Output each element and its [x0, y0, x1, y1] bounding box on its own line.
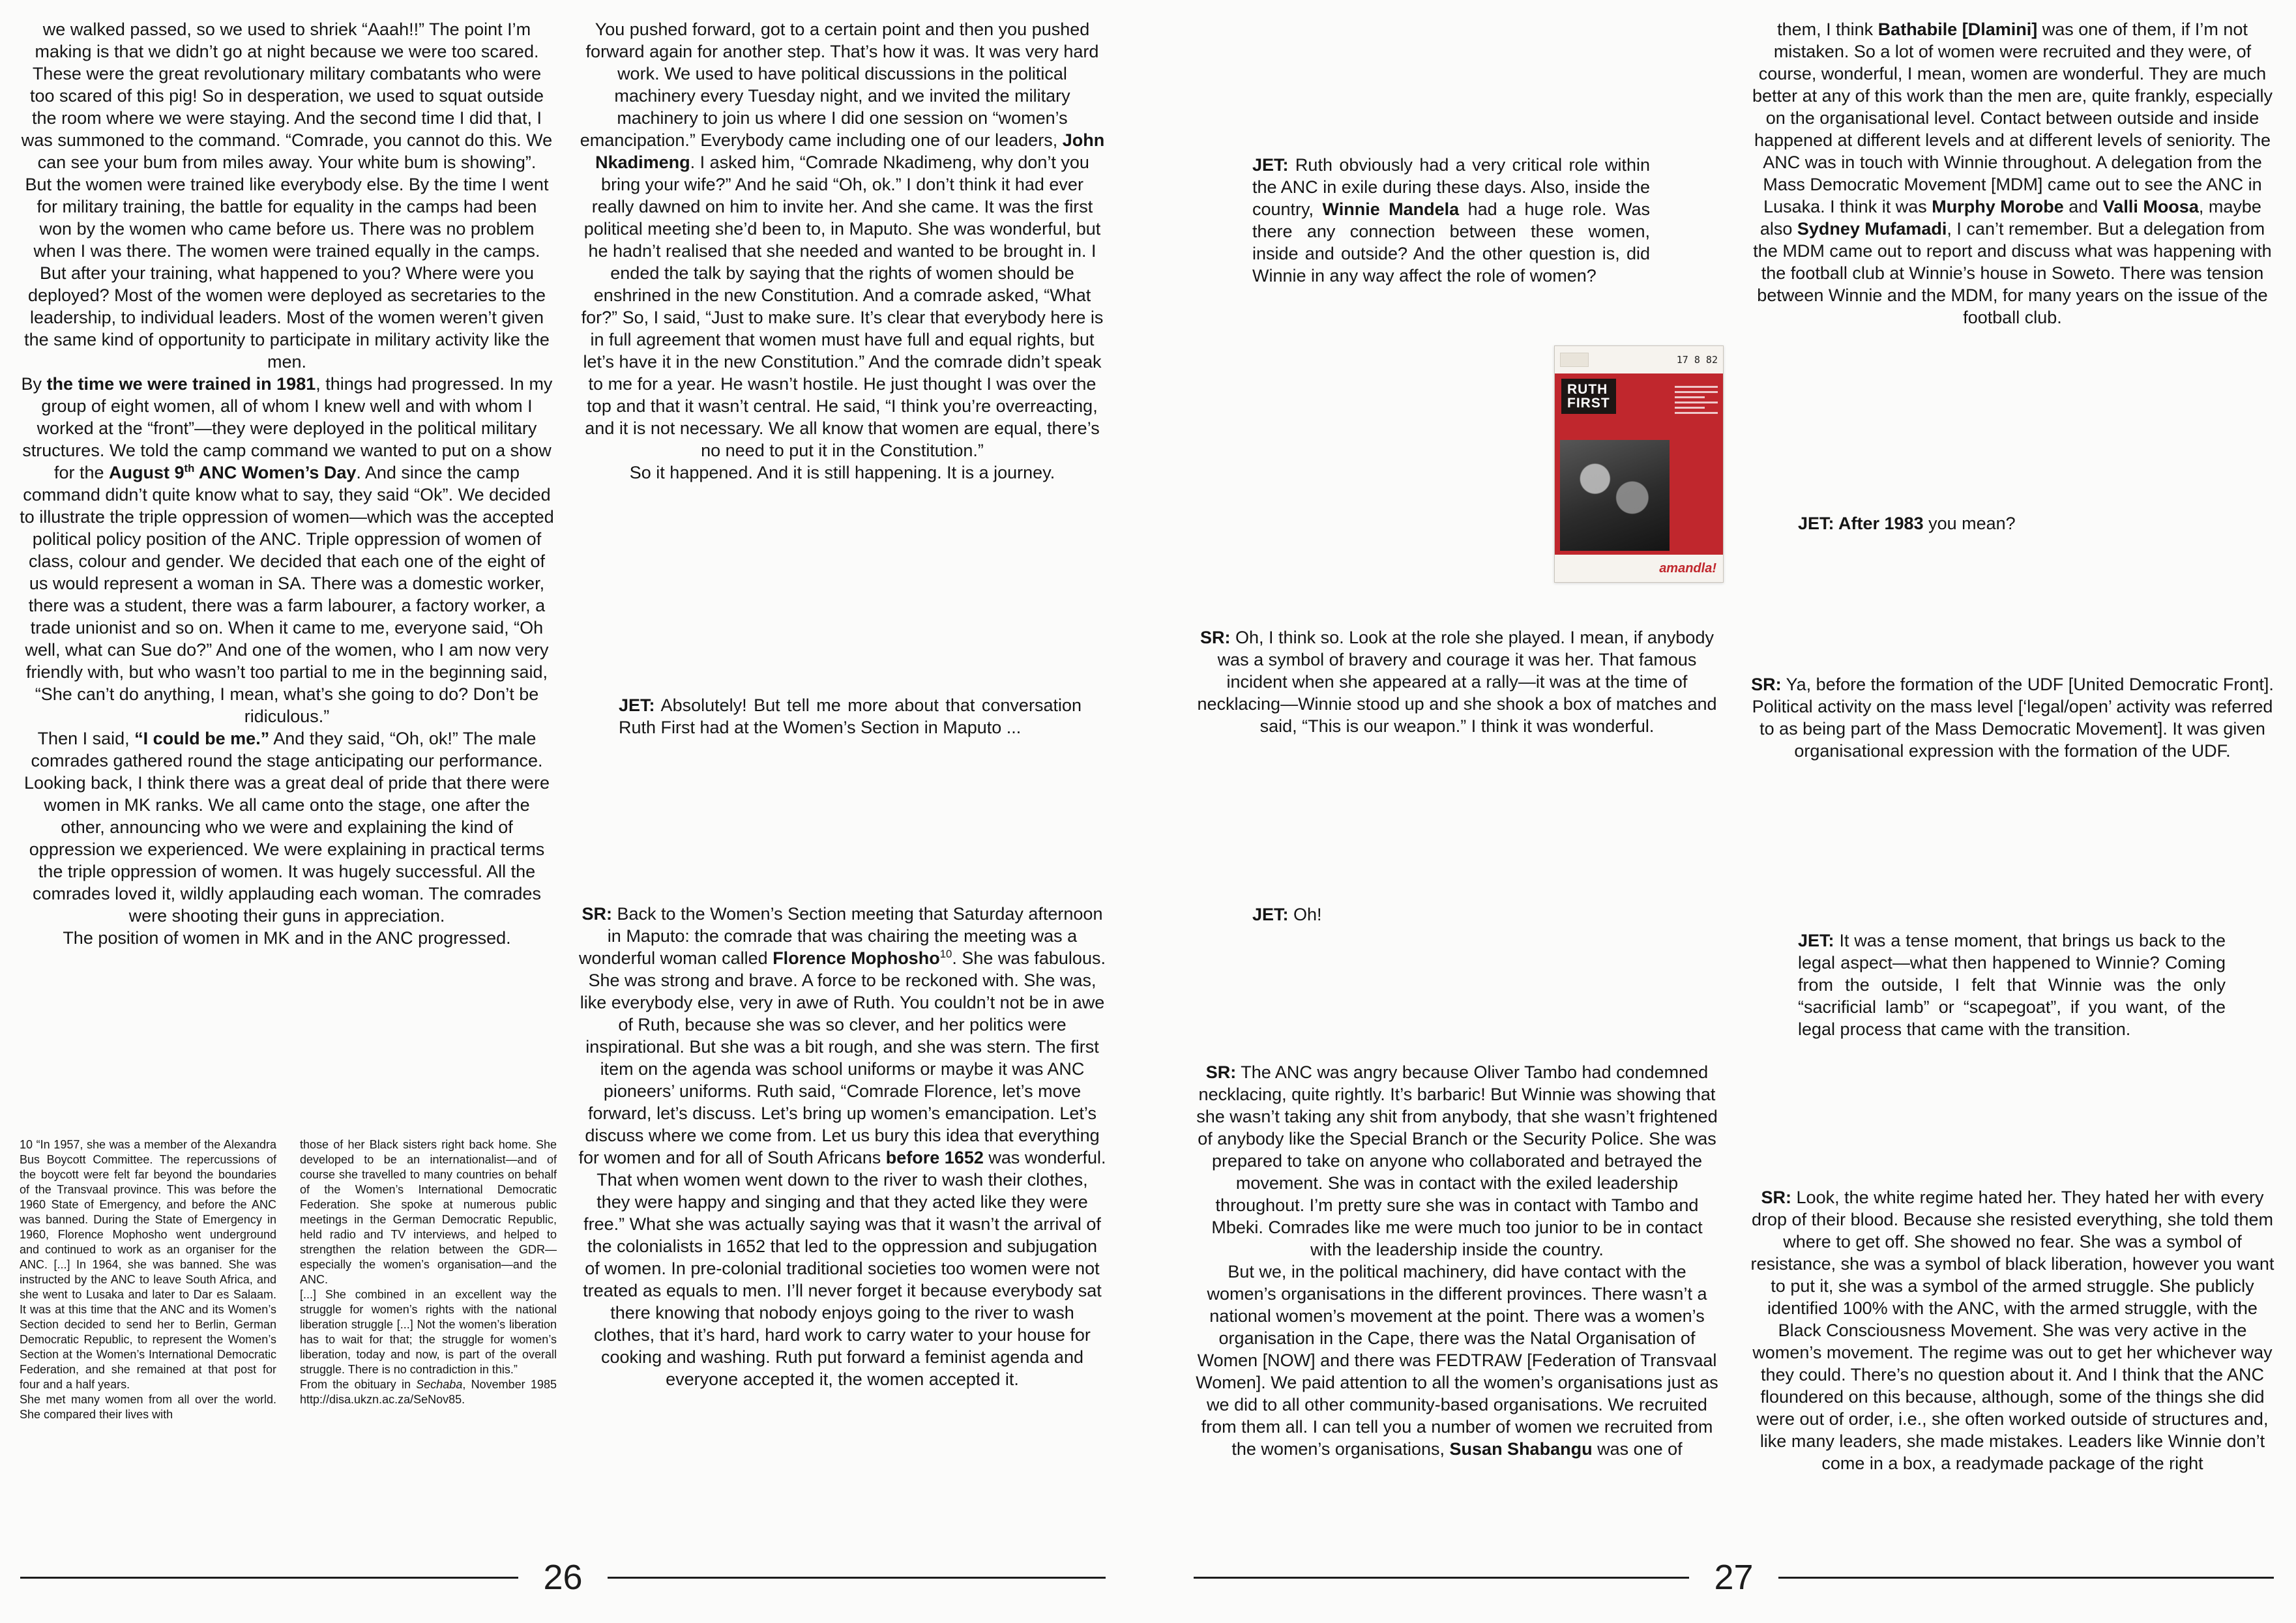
- poster-fine-print: [1675, 383, 1718, 417]
- text-run: Oh!: [1288, 905, 1322, 924]
- text-run: JET: After 1983: [1798, 514, 1924, 533]
- text-run: th: [184, 462, 195, 475]
- footer-rule: [20, 1577, 518, 1579]
- interview-answer: [578, 903, 1111, 1390]
- text-run: SR:: [1761, 1188, 1792, 1207]
- text-run: Susan Shabangu: [1449, 1439, 1593, 1459]
- footnote-paragraph: [20, 1392, 280, 1422]
- text-run: She met many women from all over the world. She compared their lives with: [20, 1393, 280, 1421]
- page26-footer: [20, 1558, 1106, 1597]
- text-run: By: [21, 374, 47, 394]
- text-run: August 9: [109, 463, 184, 482]
- body-paragraph: [20, 927, 554, 949]
- text-run: Then I said,: [37, 729, 135, 748]
- text-run: them, I think: [1777, 20, 1878, 39]
- poster-date: 17 8 82: [1676, 354, 1718, 366]
- poster-header: [1555, 346, 1723, 373]
- text-run: JET:: [619, 695, 655, 715]
- text-run: , things had progressed. In my group of eight women, all of whom I knew well and with whom I worked at the “front”—they were deployed in the political military structures. We told the camp command we wanted to put on a show for the: [22, 374, 557, 482]
- text-run: The ANC was angry because Oliver Tambo had condemned necklacing, quite rightly. It’s barbaric! But Winnie was showing that she wasn’t taking any shit from anybody, that she wasn’t frightened of anybody like the Special Branch or the Security Police. She was prepared to take on anyone who collaborated and betrayed the movement. She was in contact with the exiled leadership throughout. I’m pretty sure she was in contact with Tambo and Mbeki. Comrades like me were much too junior to be in contact with the leadership inside the country.: [1196, 1062, 1723, 1259]
- footer-rule: [608, 1577, 1106, 1579]
- page27-footer: [1194, 1558, 2274, 1597]
- text-run: , maybe also: [1759, 197, 2267, 239]
- footnote-paragraph: [300, 1137, 561, 1287]
- body-paragraph: [1194, 1261, 1724, 1460]
- interview-question: [1798, 929, 2231, 1040]
- text-run: SR:: [581, 904, 613, 924]
- text-run: Back to the Women’s Section meeting that Saturday afternoon in Maputo: the comrade that was chairing the meeting was a wonderful woman called: [579, 904, 1108, 968]
- interview-question: [1798, 512, 2228, 534]
- footnote-paragraph: [300, 1287, 561, 1377]
- text-run: [...] She combined in an excellent way the struggle for women’s rights with the national liberation struggle [...] Not the women’s liberation has to wait for that; the struggle for women’s liberation, today and now, is part of the overall struggle. There is no contradiction in this.”: [300, 1288, 561, 1376]
- body-paragraph: [20, 173, 554, 373]
- interview-question: [1252, 154, 1655, 287]
- interview-answer: [1194, 1061, 1723, 1261]
- text-run: Florence Mophosho: [773, 948, 940, 968]
- text-run: and: [2063, 197, 2103, 216]
- interview-answer: [1750, 1186, 2279, 1474]
- footer-rule: [1194, 1577, 1689, 1579]
- text-run: Ruth obviously had a very critical role within the ANC in exile during these days. Also, inside the country,: [1252, 155, 1655, 219]
- text-run: Winnie Mandela: [1322, 199, 1460, 219]
- poster-fine-print-line: [1675, 391, 1718, 393]
- text-run: The position of women in MK and in the ANC progressed.: [63, 928, 511, 948]
- page26-column-1: [20, 18, 559, 949]
- body-paragraph: [20, 373, 559, 727]
- poster-fine-print-line: [1675, 412, 1718, 414]
- page-number-26: 26: [543, 1558, 583, 1597]
- text-run: . And since the camp command didn’t quite know what to say, they said “Ok”. We decided to illustrate the triple oppression of women—which was the accepted political policy position of the ANC. Triple oppression of women of class, colour and gender. We decided that each one of the eight of us would represent a woman in SA. There was a domestic worker, there was a student, there was a farm labourer, a factory worker, a trade unionist and so on. When it came to me, everyone said, “Oh well, what can Sue do?” And one of the women, who I am now very friendly with, but who wasn’t too partial to me in the beginning said, “She can’t do anything, I mean, what’s she going to do? Don’t be ridiculous.”: [20, 463, 559, 726]
- text-run: before 1652: [885, 1148, 984, 1167]
- poster-fine-print-line: [1675, 402, 1718, 403]
- poster-caption: amandla!: [1659, 561, 1716, 576]
- text-run: 10: [939, 948, 952, 960]
- page27-column-1-lower: [1194, 1061, 1724, 1460]
- poster-title-line2: FIRST: [1567, 396, 1610, 411]
- text-run: Sechaba: [416, 1378, 463, 1391]
- ruth-first-poster: [1554, 345, 1724, 583]
- text-run: the time we were trained in 1981: [46, 374, 316, 394]
- text-run: Ya, before the formation of the UDF [United Democratic Front]. Political activity on the mass level [‘legal/open’ activity was referred to as being part of the Mass Democratic Movement]. It was given organisational expression with the formation of the UDF.: [1752, 675, 2279, 761]
- text-run: , November 1985 http://disa.ukzn.ac.za/SeNov85.: [300, 1378, 561, 1406]
- body-paragraph: [578, 18, 1110, 461]
- poster-artwork: [1555, 373, 1723, 555]
- poster-title-line1: RUTH: [1567, 382, 1608, 397]
- text-run: . She was fabulous. She was strong and brave. A force to be reckoned with. She was, like everybody else, very in awe of Ruth. You couldn’t not be in awe of Ruth, because she was so clever, and her politics were inspirational. But she was a bit rough, and she was stern. The first item on the agenda was school uniforms or maybe it was ANC pioneers’ uniforms. Ruth said, “Comrade Florence, let’s move forward, let’s discuss. Let’s bring up women’s emancipation. Let’s discuss where we come from. Let us bury this idea that everything for women and for all of South Africans: [578, 948, 1111, 1167]
- text-run: ANC Women’s Day: [194, 463, 357, 482]
- poster-stamp: [1560, 353, 1589, 367]
- text-run: JET:: [1798, 931, 1834, 950]
- page-number-27: 27: [1714, 1558, 1754, 1597]
- text-run: SR:: [1751, 675, 1782, 694]
- footnote-paragraph: [20, 1137, 280, 1392]
- footnote-citation: [300, 1377, 561, 1407]
- text-run: So it happened. And it is still happening. It is a journey.: [629, 463, 1055, 482]
- poster-fine-print-line: [1675, 396, 1705, 398]
- text-run: Valli Moosa: [2102, 197, 2199, 216]
- footnote-column-left: [20, 1137, 280, 1422]
- text-run: , I can’t remember. But a delegation from the MDM came out to report and discuss what was happening with the football club at Winnie’s house in Soweto. There was tension between Winnie and the MDM, for many years on the issue of the football club.: [1753, 219, 2277, 327]
- text-run: had a huge role. Was there any connection between these women, inside and outside? And the other question is, did Winnie in any way affect the role of women?: [1252, 199, 1655, 285]
- text-run: you mean?: [1923, 514, 2016, 533]
- interview-answer: [1194, 626, 1720, 737]
- interview-question: [1252, 903, 1650, 926]
- body-paragraph: [578, 461, 1106, 484]
- page26-column-2: [578, 18, 1110, 484]
- body-paragraph: [20, 18, 557, 173]
- text-run: Absolutely! But tell me more about that conversation Ruth First had at the Women’s Section in Maputo ...: [619, 695, 1087, 737]
- text-run: those of her Black sisters right back home. She developed to be an internationalist—and of course she travelled to many countries on behalf of the Women’s International Democratic Federation. She spoke at numerous public meetings in the German Democratic Republic, held radio and TV interviews, and helped to strengthen the relation between the GDR—especially the women’s organisation—and the ANC.: [300, 1138, 561, 1286]
- poster-fine-print-line: [1675, 407, 1705, 409]
- text-run: Murphy Morobe: [1932, 197, 2064, 216]
- footnote-section: [20, 1137, 561, 1422]
- body-paragraph: [1750, 18, 2278, 329]
- text-run: And they said, “Oh, ok!” The male comrades gathered round the stage anticipating our performance. Looking back, I think there was a great deal of pride that there were women in MK ranks. We all came onto the stage, one after the other, announcing who we were and explaining the kind of oppression we experienced. We were explaining in practical terms the triple oppression of women. It was hugely successful. All the comrades loved it, wildly applauding each woman. The comrades were shooting their guns in appreciation.: [24, 729, 555, 926]
- text-run: But the women were trained like everybody else. By the time I went for military training, the battle for equality in the camps had been won by the women who came before us. There was no problem when I was there. The women were trained equally in the camps. But after your training, what happened to you? Where were you deployed? Most of the women were deployed as secretaries to the leadership, to individual leaders. Most of the women weren’t given the same kind of opportunity to participate in military activity like the men.: [24, 175, 555, 372]
- text-run: SR:: [1205, 1062, 1237, 1082]
- poster-photo: [1560, 440, 1670, 551]
- text-run: . I asked him, “Comrade Nkadimeng, why don’t you bring your wife?” And he said “Oh, ok.” I don’t think it had ever really dawned on him to invite her. And she came. It was the first political meeting she’d been to, in Maputo. She was wonderful, but he hadn’t realised that she needed and wanted to be brought in. I ended the talk by saying that the rights of women should be enshrined in the new Constitution. And a comrade asked, “What for?” So, I said, “Just to make sure. It’s clear that everybody here is in full agreement that women must have full and equal rights, but let’s have it in the new Constitution.” And the comrade didn’t speak to me for a year. He wasn’t hostile. He just thought I was over the top and that it wasn’t central. He said, “I think you’re overreacting, and it is not necessary. We all know that women are equal, there’s no need to put it in the Constitution.”: [581, 153, 1108, 460]
- poster-title: [1561, 379, 1616, 414]
- text-run: But we, in the political machinery, did have contact with the women’s organisations in the different provinces. There wasn’t a national women’s movement at the point. There was a women’s organisation in the Cape, there was the Natal Organisation of Women [NOW] and there was FEDTRAW [Federation of Transvaal Women]. We paid attention to all the women’s organisations just as we did to all other community-based organisations. We recruited from them all. I can tell you a number of women we recruited from the women’s organisations,: [1196, 1262, 1724, 1459]
- text-run: It was a tense moment, that brings us back to the legal aspect—what then happened to Winnie? Coming from the outside, I felt that Winnie was the only “sacrificial lamb” or “scapegoat”, if you want, of the legal process that came with the transition.: [1798, 931, 2231, 1039]
- footer-rule: [1778, 1577, 2274, 1579]
- text-run: “I could be me.”: [134, 729, 270, 748]
- text-run: JET:: [1252, 905, 1289, 924]
- text-run: was one of: [1592, 1439, 1683, 1459]
- text-run: Bathabile [Dlamini]: [1877, 20, 2038, 39]
- text-run: we walked passed, so we used to shriek “Aaah!!” The point I’m making is that we didn’t go at night because we were too scared. These were the great revolutionary military combatants who were too scared of this pig! So in desperation, we used to squat outside the room where we were staying. And the second time I did that, I was summoned to the command. “Comrade, you cannot do this. We can see your bum from miles away. Your white bum is showing”.: [21, 20, 557, 172]
- body-paragraph: [20, 727, 554, 927]
- interview-question: [619, 694, 1087, 738]
- interview-answer: [1750, 673, 2279, 762]
- text-run: From the obituary in: [300, 1378, 417, 1391]
- text-run: was one of them, if I’m not mistaken. So a lot of women were recruited and they were, of course, wonderful, I mean, women are wonderful. They are much better at any of this work than the men are, quite frankly, especially on the organisational level. Contact between outside and inside happened at different levels and at different levels of seniority. The ANC was in touch with Winnie throughout. A delegation from the Mass Democratic Movement [MDM] came out to see the ANC in Lusaka. I think it was: [1752, 20, 2278, 216]
- footnote-column-right: [300, 1137, 561, 1422]
- poster-fine-print-line: [1675, 386, 1718, 388]
- text-run: SR:: [1200, 628, 1231, 647]
- text-run: John Nkadimeng: [595, 130, 1110, 172]
- text-run: You pushed forward, got to a certain point and then you pushed forward again for another step. That’s how it was. It was very hard work. We used to have political discussions in the political machinery every Tuesday night, and we invited the military machinery to join us where I did one session on “women’s emancipation.” Everybody came including one of our leaders,: [580, 20, 1104, 150]
- text-run: was wonderful. That when women went down to the river to wash their clothes, they were happy and singing and that they acted like they were free.” What she was actually saying was that it wasn’t the arrival of the colonialists in 1652 that led to the oppression and subjugation of women. In pre-colonial traditional societies too women were not treated as equals to men. I’ll never forget it because everybody sat there knowing that nobody enjoys going to the river to wash clothes, that it’s hard, hard work to carry water to your house for cooking and washing. Ruth put forward a feminist agenda and everyone accepted it, the women accepted it.: [583, 1148, 1111, 1389]
- poster-footer: [1555, 555, 1723, 582]
- text-run: JET:: [1252, 155, 1289, 175]
- text-run: Sydney Mufamadi: [1797, 219, 1947, 239]
- text-run: Look, the white regime hated her. They hated her with every drop of their blood. Because she resisted everything, she told them where to get off. She showed no fear. She was a symbol of resistance, she was a symbol of black liberation, however you want to put it, she was a symbol of the armed struggle. She publicly identified 100% with the ANC, with the armed struggle, with the Black Consciousness Movement. She was very active in the women’s movement. The regime was out to get her whichever way they could. There’s no question about it. And I think that the ANC floundered on this because, although, some of the things she did were out of order, i.e., she often worked outside of structures and, like many leaders, she made mistakes. Leaders like Winnie don’t come in a box, a readymade package of the right: [1750, 1188, 2279, 1473]
- text-run: 10 “In 1957, she was a member of the Alexandra Bus Boycott Committee. The repercussions of the boycott were felt far beyond the boundaries of the Transvaal province. This was before the 1960 State of Emergency, and before the ANC was banned. During the State of Emergency in 1960, Florence Mophosho went underground and continued to work as an organiser for the ANC. [...] In 1964, she was banned. She was instructed by the ANC to leave South Africa, and she went to Lusaka and later to Dar es Salaam. It was at this time that the ANC and its Women’s Section decided to send her to Berlin, German Democratic Republic, to represent the Women’s Section at the Women’s International Democratic Federation, and she remained at that post for four and a half years.: [20, 1138, 280, 1391]
- text-run: Oh, I think so. Look at the role she played. I mean, if anybody was a symbol of bravery and courage it was her. That famous incident when she appeared at a rally—it was at the time of necklacing—Winnie stood up and she shook a box of matches and said, “This is our weapon.” I think it was wonderful.: [1197, 628, 1722, 736]
